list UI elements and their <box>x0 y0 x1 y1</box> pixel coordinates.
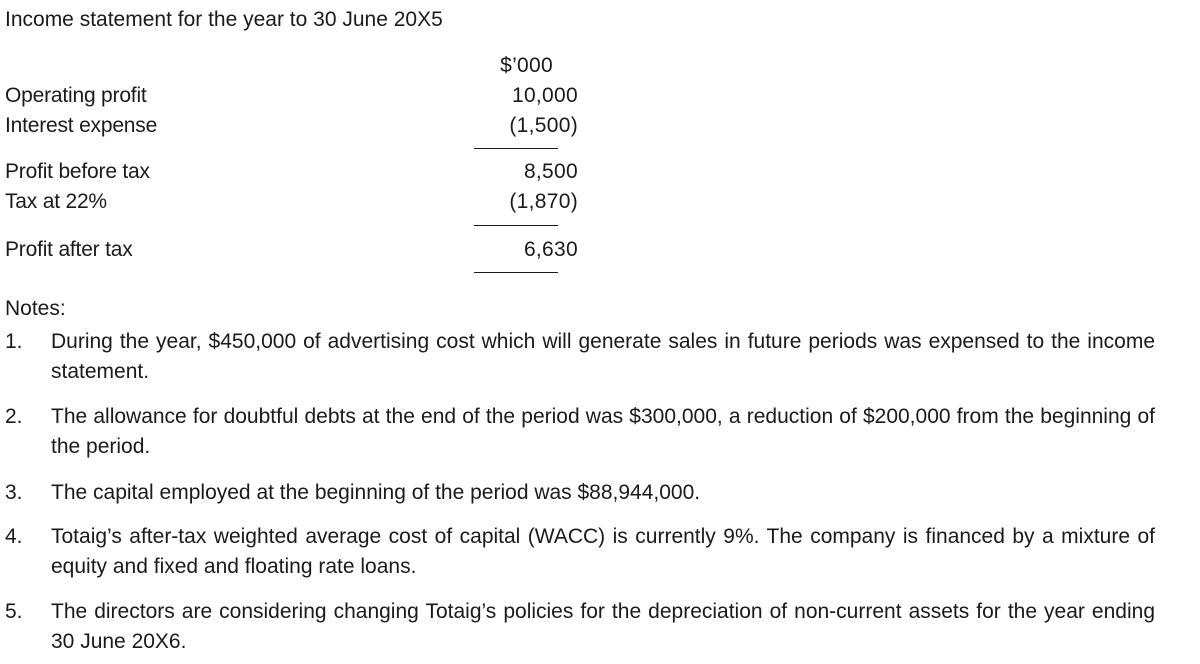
row-amount-operating-profit: 10,000 <box>511 84 578 107</box>
note-text: The capital employed at the beginning of the period was $88,944,000. <box>51 481 701 504</box>
note-item <box>5 522 1155 582</box>
row-label-operating-profit: Operating profit <box>5 84 147 107</box>
row-label-tax: Tax at 22% <box>5 190 107 213</box>
total-rule <box>474 272 558 273</box>
row-amount-tax: (1,870) <box>509 190 578 213</box>
subtotal-rule <box>474 225 558 226</box>
note-text: The allowance for doubtful debts at the end of the period was $300,000, a reduction of $200,000 from the beginning of the period. <box>51 405 1155 458</box>
notes-heading: Notes: <box>5 297 66 320</box>
note-text: Totaig’s after-tax weighted average cost of capital (WACC) is currently 9%. The company is financed by a mixture of equity and fixed and floating rate loans. <box>51 525 1155 578</box>
note-item <box>5 402 1155 462</box>
note-number: 3. <box>5 481 23 504</box>
row-amount-profit-after-tax: 6,630 <box>523 238 578 261</box>
row-amount-profit-before-tax: 8,500 <box>523 160 578 183</box>
note-item <box>5 597 1155 657</box>
note-number: 5. <box>5 600 23 623</box>
row-label-profit-before-tax: Profit before tax <box>5 160 150 183</box>
row-label-interest-expense: Interest expense <box>5 114 158 137</box>
note-text: During the year, $450,000 of advertising cost which will generate sales in future periods was expensed to the income statement. <box>51 330 1155 383</box>
note-item <box>5 327 1155 387</box>
unit-header: $’000 <box>500 54 553 77</box>
row-amount-interest-expense: (1,500) <box>509 114 578 137</box>
subtotal-rule <box>474 148 558 149</box>
note-number: 2. <box>5 405 23 428</box>
note-number: 1. <box>5 330 23 353</box>
note-number: 4. <box>5 525 23 548</box>
statement-title: Income statement for the year to 30 June 20X5 <box>5 8 443 31</box>
note-text: The directors are considering changing Totaig’s policies for the depreciation of non-current assets for the year ending 30 June 20X6. <box>51 600 1155 653</box>
row-label-profit-after-tax: Profit after tax <box>5 238 133 261</box>
note-item <box>5 478 1155 508</box>
